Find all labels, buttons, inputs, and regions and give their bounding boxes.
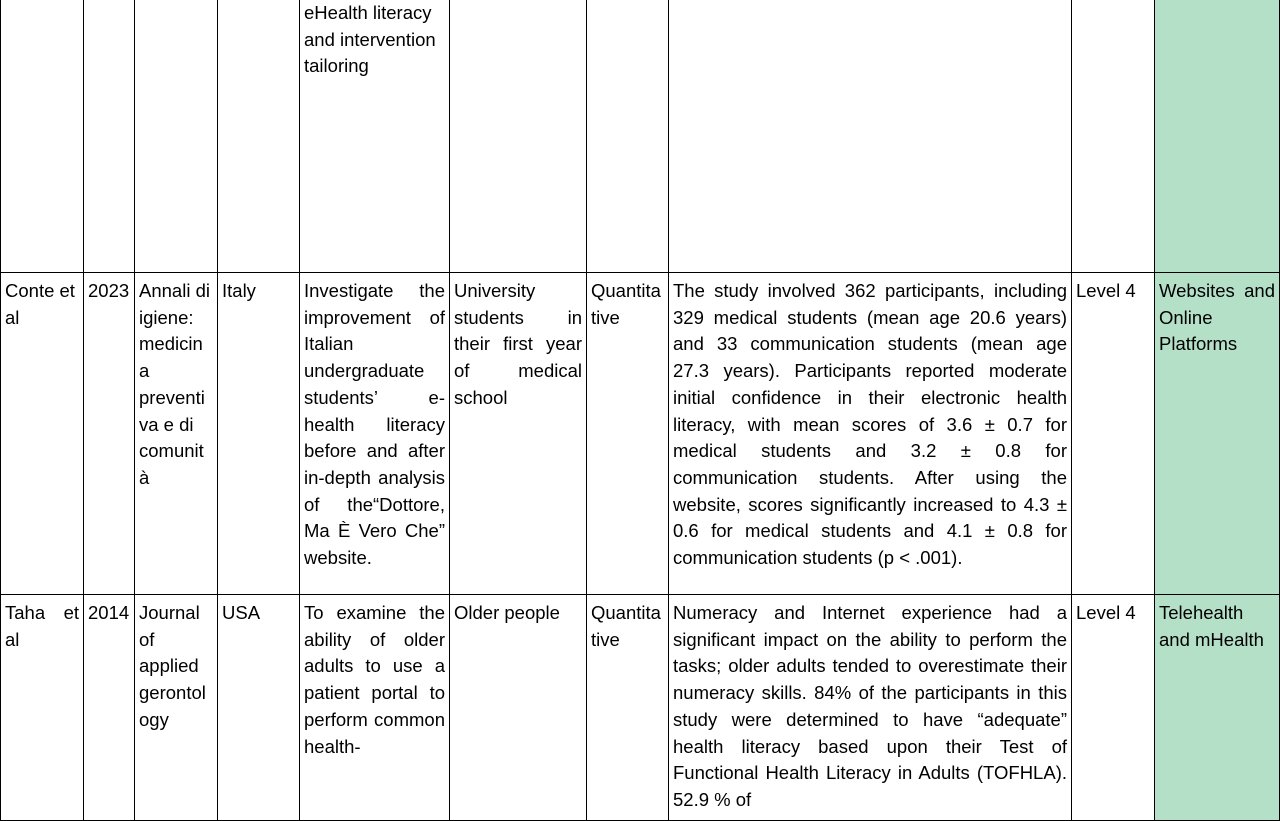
journal-cell xyxy=(135,0,218,273)
category-cell: Telehealth and mHealth xyxy=(1155,595,1280,821)
evidence-level-cell xyxy=(1072,0,1155,273)
design-cell xyxy=(587,0,669,273)
journal-cell: Journal of applied gerontology xyxy=(135,595,218,821)
findings-cell: The study involved 362 participants, including 329 medical students (mean age 20.6 years) and 33 communication students (mean age 27.3 years). Participants reported moderate initial confidence in their electronic health literacy, with mean scores of 3.6 ± 0.7 for medical students and 3.2 ± 0.8 for communication students. After using the website, scores significantly increased to 4.3 ± 0.6 for medical students and 4.1 ± 0.8 for communication students (p < .001). xyxy=(669,273,1072,595)
population-cell xyxy=(450,0,587,273)
table-row xyxy=(1,273,1280,595)
findings-cell xyxy=(669,0,1072,273)
category-cell xyxy=(1155,0,1280,273)
table-row xyxy=(1,0,1280,273)
population-cell: University students in their first year of medical school xyxy=(450,273,587,595)
author-cell: Taha et al xyxy=(1,595,84,821)
evidence-level-cell: Level 4 xyxy=(1072,273,1155,595)
aim-cell: eHealth literacy and intervention tailoring xyxy=(300,0,450,273)
country-cell: Italy xyxy=(218,273,300,595)
year-cell xyxy=(84,0,135,273)
country-cell xyxy=(218,0,300,273)
population-cell: Older people xyxy=(450,595,587,821)
author-cell: Conte et al xyxy=(1,273,84,595)
journal-cell: Annali di igiene: medicina preventiva e di comunità xyxy=(135,273,218,595)
findings-cell: Numeracy and Internet experience had a significant impact on the ability to perform the tasks; older adults tended to overestimate their numeracy skills. 84% of the participants in this study were determined to have “adequate” health literacy based upon their Test of Functional Health Literacy in Adults (TOFHLA). 52.9 % of xyxy=(669,595,1072,821)
table-row xyxy=(1,595,1280,821)
design-cell: Quantitative xyxy=(587,595,669,821)
category-cell: Websites and Online Platforms xyxy=(1155,273,1280,595)
country-cell: USA xyxy=(218,595,300,821)
aim-cell: To examine the ability of older adults to use a patient portal to perform common health- xyxy=(300,595,450,821)
design-cell: Quantitative xyxy=(587,273,669,595)
author-cell xyxy=(1,0,84,273)
year-cell: 2023 xyxy=(84,273,135,595)
aim-cell: Investigate the improvement of Italian undergraduate students’ e-health literacy before and after in-depth analysis of the“Dottore, Ma È Vero Che” website. xyxy=(300,273,450,595)
year-cell: 2014 xyxy=(84,595,135,821)
evidence-level-cell: Level 4 xyxy=(1072,595,1155,821)
